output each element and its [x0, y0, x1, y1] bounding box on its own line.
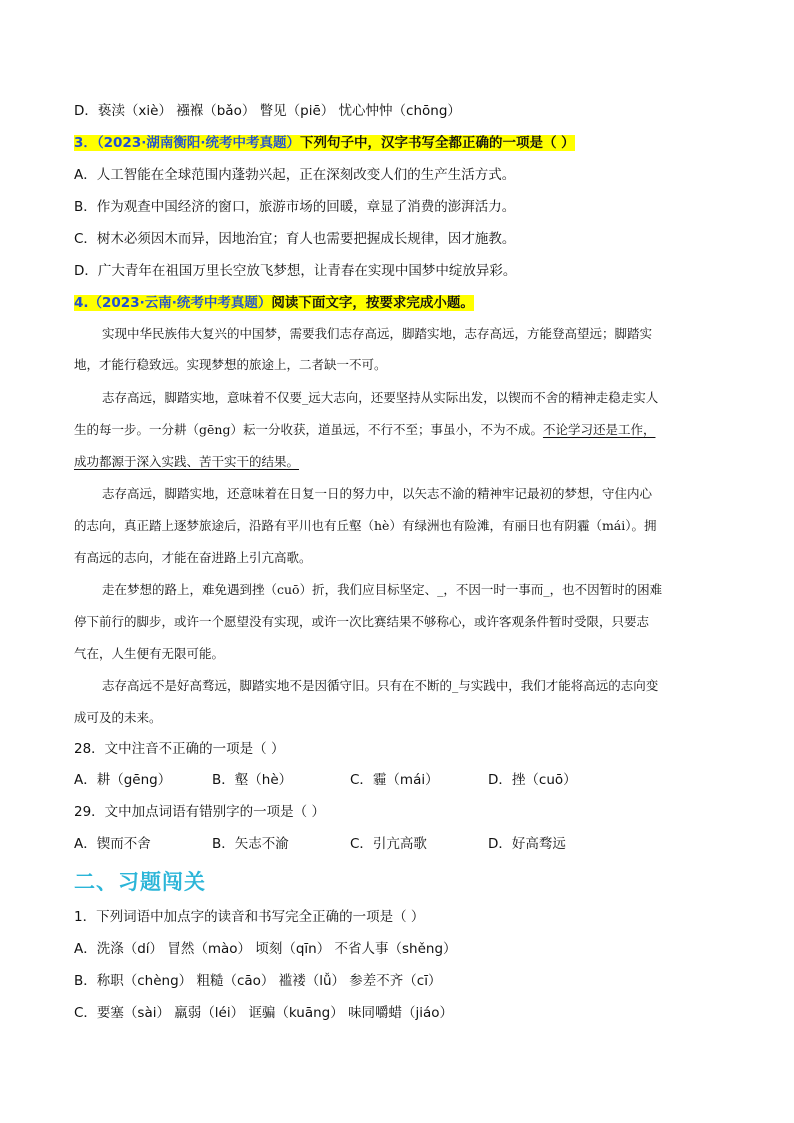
passage-p2-line3: 成功都源于深入实践、苦干实干的结果。	[74, 454, 300, 469]
question-1-stem: 1．下列词语中加点字的读音和书写完全正确的一项是（ ）	[74, 909, 425, 925]
passage-underlined-sentence: 不论学习还是工作，	[542, 422, 656, 437]
question-3-option-a: A．人工智能在全球范围内蓬勃兴起，正在深刻改变人们的生产生活方式。	[74, 167, 516, 183]
passage-p3-line1: 志存高远，脚踏实地，还意味着在日复一日的努力中，以矢志不渝的精神牢记最初的梦想，守住内心	[102, 486, 653, 501]
question-28-options	[74, 771, 577, 789]
question-4-highlight	[74, 295, 474, 311]
passage-p3-line3: 有高远的志向，才能在奋进路上引亢高歌。	[74, 550, 312, 565]
passage-p4-line2: 停下前行的脚步，或许一个愿望没有实现，或许一次比赛结果不够称心，或许客观条件暂时受限，只要志	[74, 614, 650, 629]
question-28-option-b: B．壑（hè）	[212, 772, 293, 788]
passage-p5-line1: 志存高远不是好高骛远，脚踏实地不是因循守旧。只有在不断的_与实践中，我们才能将高远的志向变	[102, 678, 659, 693]
prev-option-d: D．亵渎（xiè） 襁褓（bǎo） 瞥见（piē） 忧心忡忡（chōng）	[74, 103, 461, 119]
passage-p5-line2: 成可及的未来。	[74, 710, 162, 725]
question-29-option-a: A．锲而不舍	[74, 836, 151, 852]
question-3-option-b: B．作为观查中国经济的窗口，旅游市场的回暖，章显了消费的澎湃活力。	[74, 199, 516, 215]
question-4-stem	[74, 294, 474, 312]
question-28-stem: 28．文中注音不正确的一项是（ ）	[74, 741, 285, 757]
question-29-options	[74, 835, 566, 853]
question-3-option-d: D．广大青年在祖国万里长空放飞梦想，让青春在实现中国梦中绽放异彩。	[74, 263, 517, 279]
passage-p1-line2: 地，才能行稳致远。实现梦想的旅途上，二者缺一不可。	[74, 357, 387, 372]
question-29-option-d: D．好高骛远	[488, 836, 566, 852]
passage-p1-line1: 实现中华民族伟大复兴的中国梦，需要我们志存高远，脚踏实地，志存高远，方能登高望远；脚踏实	[102, 326, 653, 341]
question-29-option-b: B．矢志不渝	[212, 836, 289, 852]
passage-p3-line2: 的志向，真正踏上逐梦旅途后，沿路有平川也有丘壑（hè）有绿洲也有险滩，有丽日也有阴霾（mái）。拥	[74, 518, 657, 533]
question-28-option-a: A．耕（gēng）	[74, 772, 172, 788]
section-heading: 二、习题闯关	[74, 870, 206, 894]
question-29-stem: 29．文中加点词语有错别字的一项是（ ）	[74, 804, 325, 820]
question-1-option-c: C．要塞（sài） 羸弱（léi） 诓骗（kuāng） 味同嚼蜡（jiáo）	[74, 1005, 454, 1021]
question-3-text: 下列句子中，汉字书写全都正确的一项是（ ）	[299, 135, 575, 151]
passage-p4-line3: 气在，人生便有无限可能。	[74, 646, 225, 661]
question-3-highlight	[74, 135, 575, 151]
passage-p2-line1: 志存高远，脚踏实地，意味着不仅要_远大志向，还要坚持从实际出发，以锲而不舍的精神走稳走实人	[102, 390, 659, 405]
question-1-option-a: A．洗涤（dí） 冒然（mào） 顷刻（qīn） 不省人事（shěng）	[74, 941, 457, 957]
question-28-option-c: C．霾（mái）	[350, 772, 439, 788]
question-29-option-c: C．引亢高歌	[350, 836, 427, 852]
question-1-option-b: B．称职（chèng） 粗糙（cāo） 褴褛（lǚ） 参差不齐（cī）	[74, 973, 442, 989]
question-3-stem	[74, 134, 575, 152]
question-4-text: 阅读下面文字，按要求完成小题。	[271, 295, 474, 311]
passage-p4-line1: 走在梦想的路上，难免遇到挫（cuō）折，我们应目标坚定、_，不因一时一事而_，也不因暂时的困难	[102, 582, 663, 597]
question-4-source: 4.（2023·云南·统考中考真题）	[74, 295, 272, 311]
passage-p2-line2	[74, 421, 724, 439]
question-3-source: 3．（2023·湖南衡阳·统考中考真题）	[74, 135, 300, 151]
question-28-option-d: D．挫（cuō）	[488, 772, 577, 788]
question-3-option-c: C．树木必须因木而异，因地治宜；育人也需要把握成长规律，因才施教。	[74, 231, 516, 247]
passage-p2-line2-text: 生的每一步。一分耕（gēng）耘一分收获，道虽远，不行不至；事虽小，不为不成。	[74, 422, 543, 437]
